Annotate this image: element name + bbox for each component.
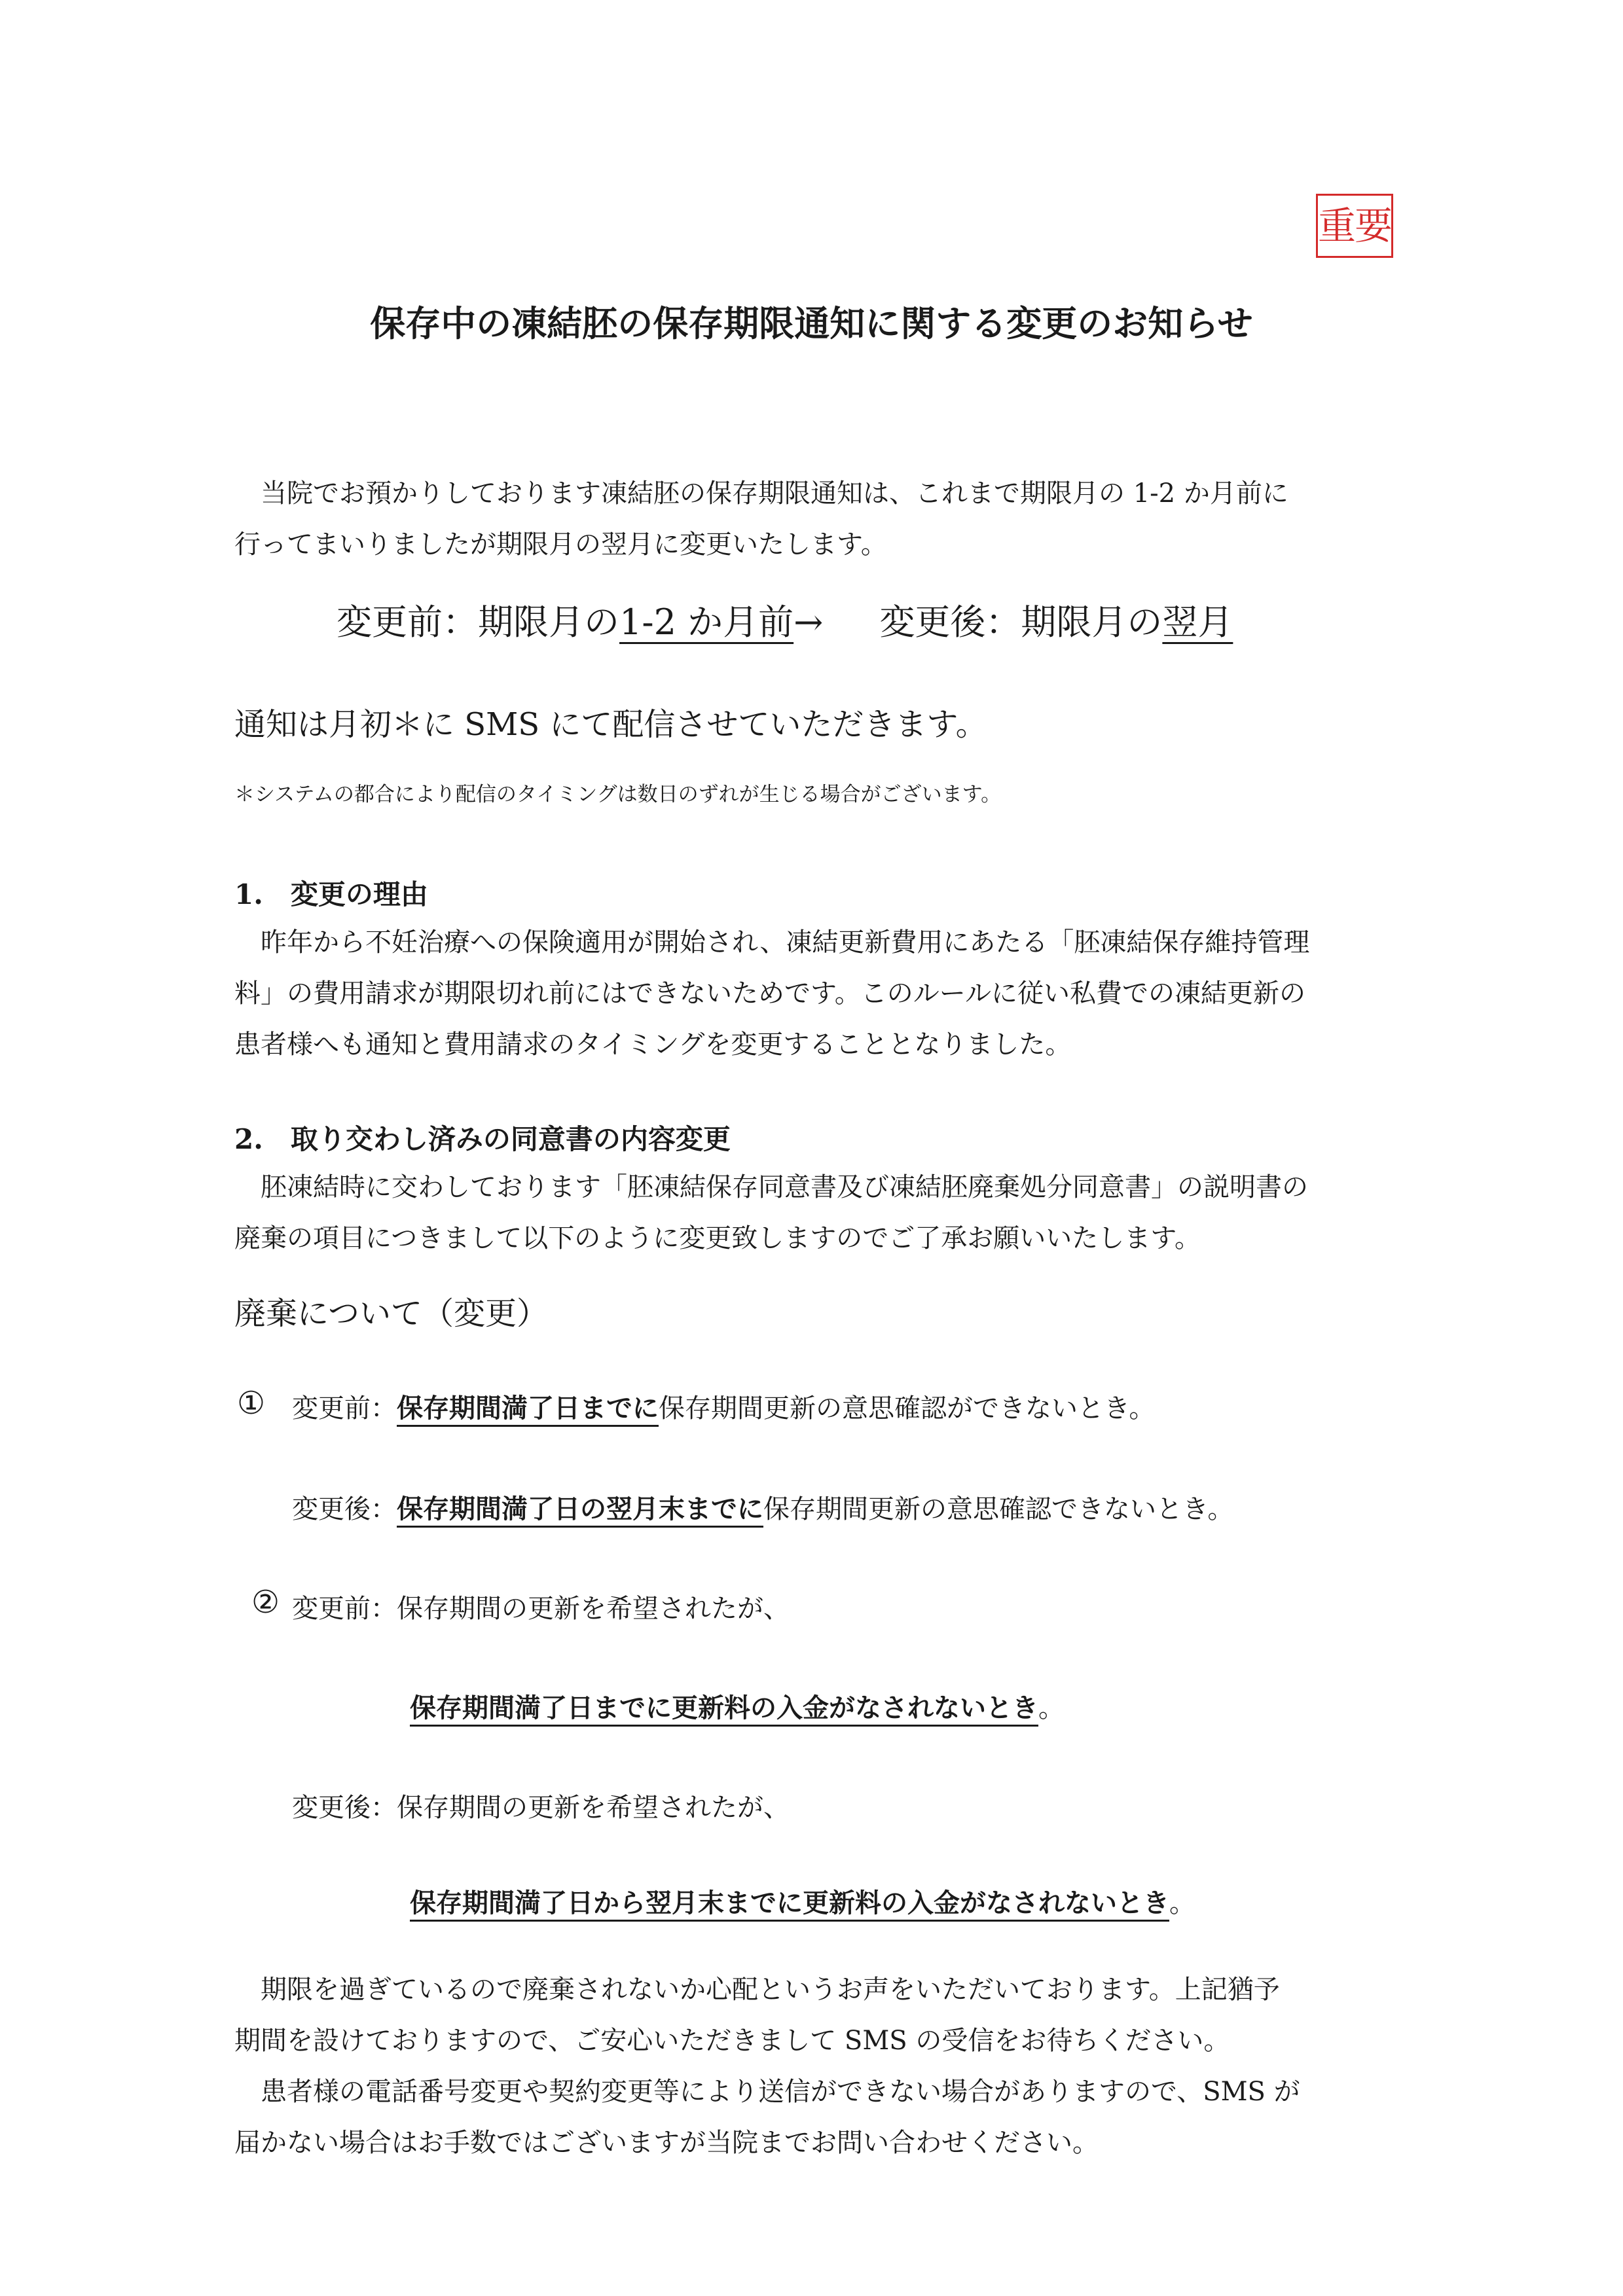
sms-notice: 通知は月初＊に SMS にて配信させていただきます。 xyxy=(234,706,987,743)
item-2-after-condition xyxy=(410,1882,1195,1920)
change-summary xyxy=(337,594,1233,645)
item-2-before-condition xyxy=(410,1687,1065,1725)
item-2-before-label: 変更前： xyxy=(292,1594,397,1624)
section-1-line-2: 料」の費用請求が期限切れ前にはできないためです。このルールに従い私費での凍結更新の xyxy=(234,978,1305,1009)
item-1-after xyxy=(292,1488,1233,1526)
section-1-heading: 1. 変更の理由 xyxy=(234,878,428,910)
summary-after-label: 変更後：期限月の xyxy=(879,601,1163,643)
item-2-before-emphasis: 保存期間満了日までに更新料の入金がなされないとき xyxy=(410,1693,1038,1723)
important-stamp: 重要 xyxy=(1316,194,1393,258)
item-2-before-end: 。 xyxy=(1038,1693,1065,1723)
intro-line-1: 当院でお預かりしております凍結胚の保存期限通知は、これまで期限月の 1-2 か月前に xyxy=(261,478,1288,509)
page-title: 保存中の凍結胚の保存期限通知に関する変更のお知らせ xyxy=(370,302,1253,344)
summary-before-label: 変更前：期限月の xyxy=(337,601,619,643)
item-2-marker: ② xyxy=(251,1584,280,1621)
summary-before-value: 1-2 か月前 xyxy=(619,601,794,643)
item-1-before xyxy=(292,1388,1155,1425)
closing-line-4: 届かない場合はお手数ではございますが当院までお問い合わせください。 xyxy=(234,2128,1099,2158)
disposal-subheading: 廃棄について（変更） xyxy=(234,1295,549,1332)
item-1-after-label: 変更後： xyxy=(292,1494,397,1524)
section-1-line-1: 昨年から不妊治療への保険適用が開始され、凍結更新費用にあたる「胚凍結保存維持管理 xyxy=(261,927,1310,958)
item-1-after-rest: 保存期間更新の意思確認できないとき。 xyxy=(763,1494,1234,1524)
item-1-before-rest: 保存期間更新の意思確認ができないとき。 xyxy=(659,1393,1156,1424)
closing-line-1: 期限を過ぎているので廃棄されないか心配というお声をいただいております。上記猶予 xyxy=(261,1975,1280,2005)
summary-after-value: 翌月 xyxy=(1162,601,1233,643)
closing-line-2: 期間を設けておりますので、ご安心いただきまして SMS の受信をお待ちください。 xyxy=(234,2026,1230,2056)
item-2-after-label: 変更後： xyxy=(292,1793,397,1823)
item-1-before-label: 変更前： xyxy=(292,1393,397,1424)
item-2-before xyxy=(292,1588,790,1625)
item-1-marker: ① xyxy=(237,1385,266,1422)
intro-line-2: 行ってまいりましたが期限月の翌月に変更いたします。 xyxy=(234,529,887,560)
item-2-after xyxy=(292,1787,790,1824)
summary-arrow: → xyxy=(793,601,824,643)
section-2-line-1: 胚凍結時に交わしております「胚凍結保存同意書及び凍結胚廃棄処分同意書」の説明書の xyxy=(261,1172,1308,1202)
item-2-after-text: 保存期間の更新を希望されたが、 xyxy=(397,1793,790,1823)
closing-line-3: 患者様の電話番号変更や契約変更等により送信ができない場合がありますので、SMS が xyxy=(261,2077,1300,2107)
item-2-after-emphasis: 保存期間満了日から翌月末までに更新料の入金がなされないとき xyxy=(410,1888,1169,1918)
footnote: ＊システムの都合により配信のタイミングは数日のずれが生じる場合がございます。 xyxy=(234,783,1002,806)
item-2-after-end: 。 xyxy=(1169,1888,1195,1918)
item-2-before-text: 保存期間の更新を希望されたが、 xyxy=(397,1594,790,1624)
section-1-line-3: 患者様へも通知と費用請求のタイミングを変更することとなりました。 xyxy=(234,1030,1072,1060)
item-1-before-emphasis: 保存期間満了日までに xyxy=(397,1393,659,1424)
section-2-heading: 2. 取り交わし済みの同意書の内容変更 xyxy=(234,1123,731,1155)
item-1-after-emphasis: 保存期間満了日の翌月末までに xyxy=(397,1494,763,1524)
section-2-line-2: 廃棄の項目につきまして以下のように変更致しますのでご了承お願いいたします。 xyxy=(234,1223,1201,1253)
